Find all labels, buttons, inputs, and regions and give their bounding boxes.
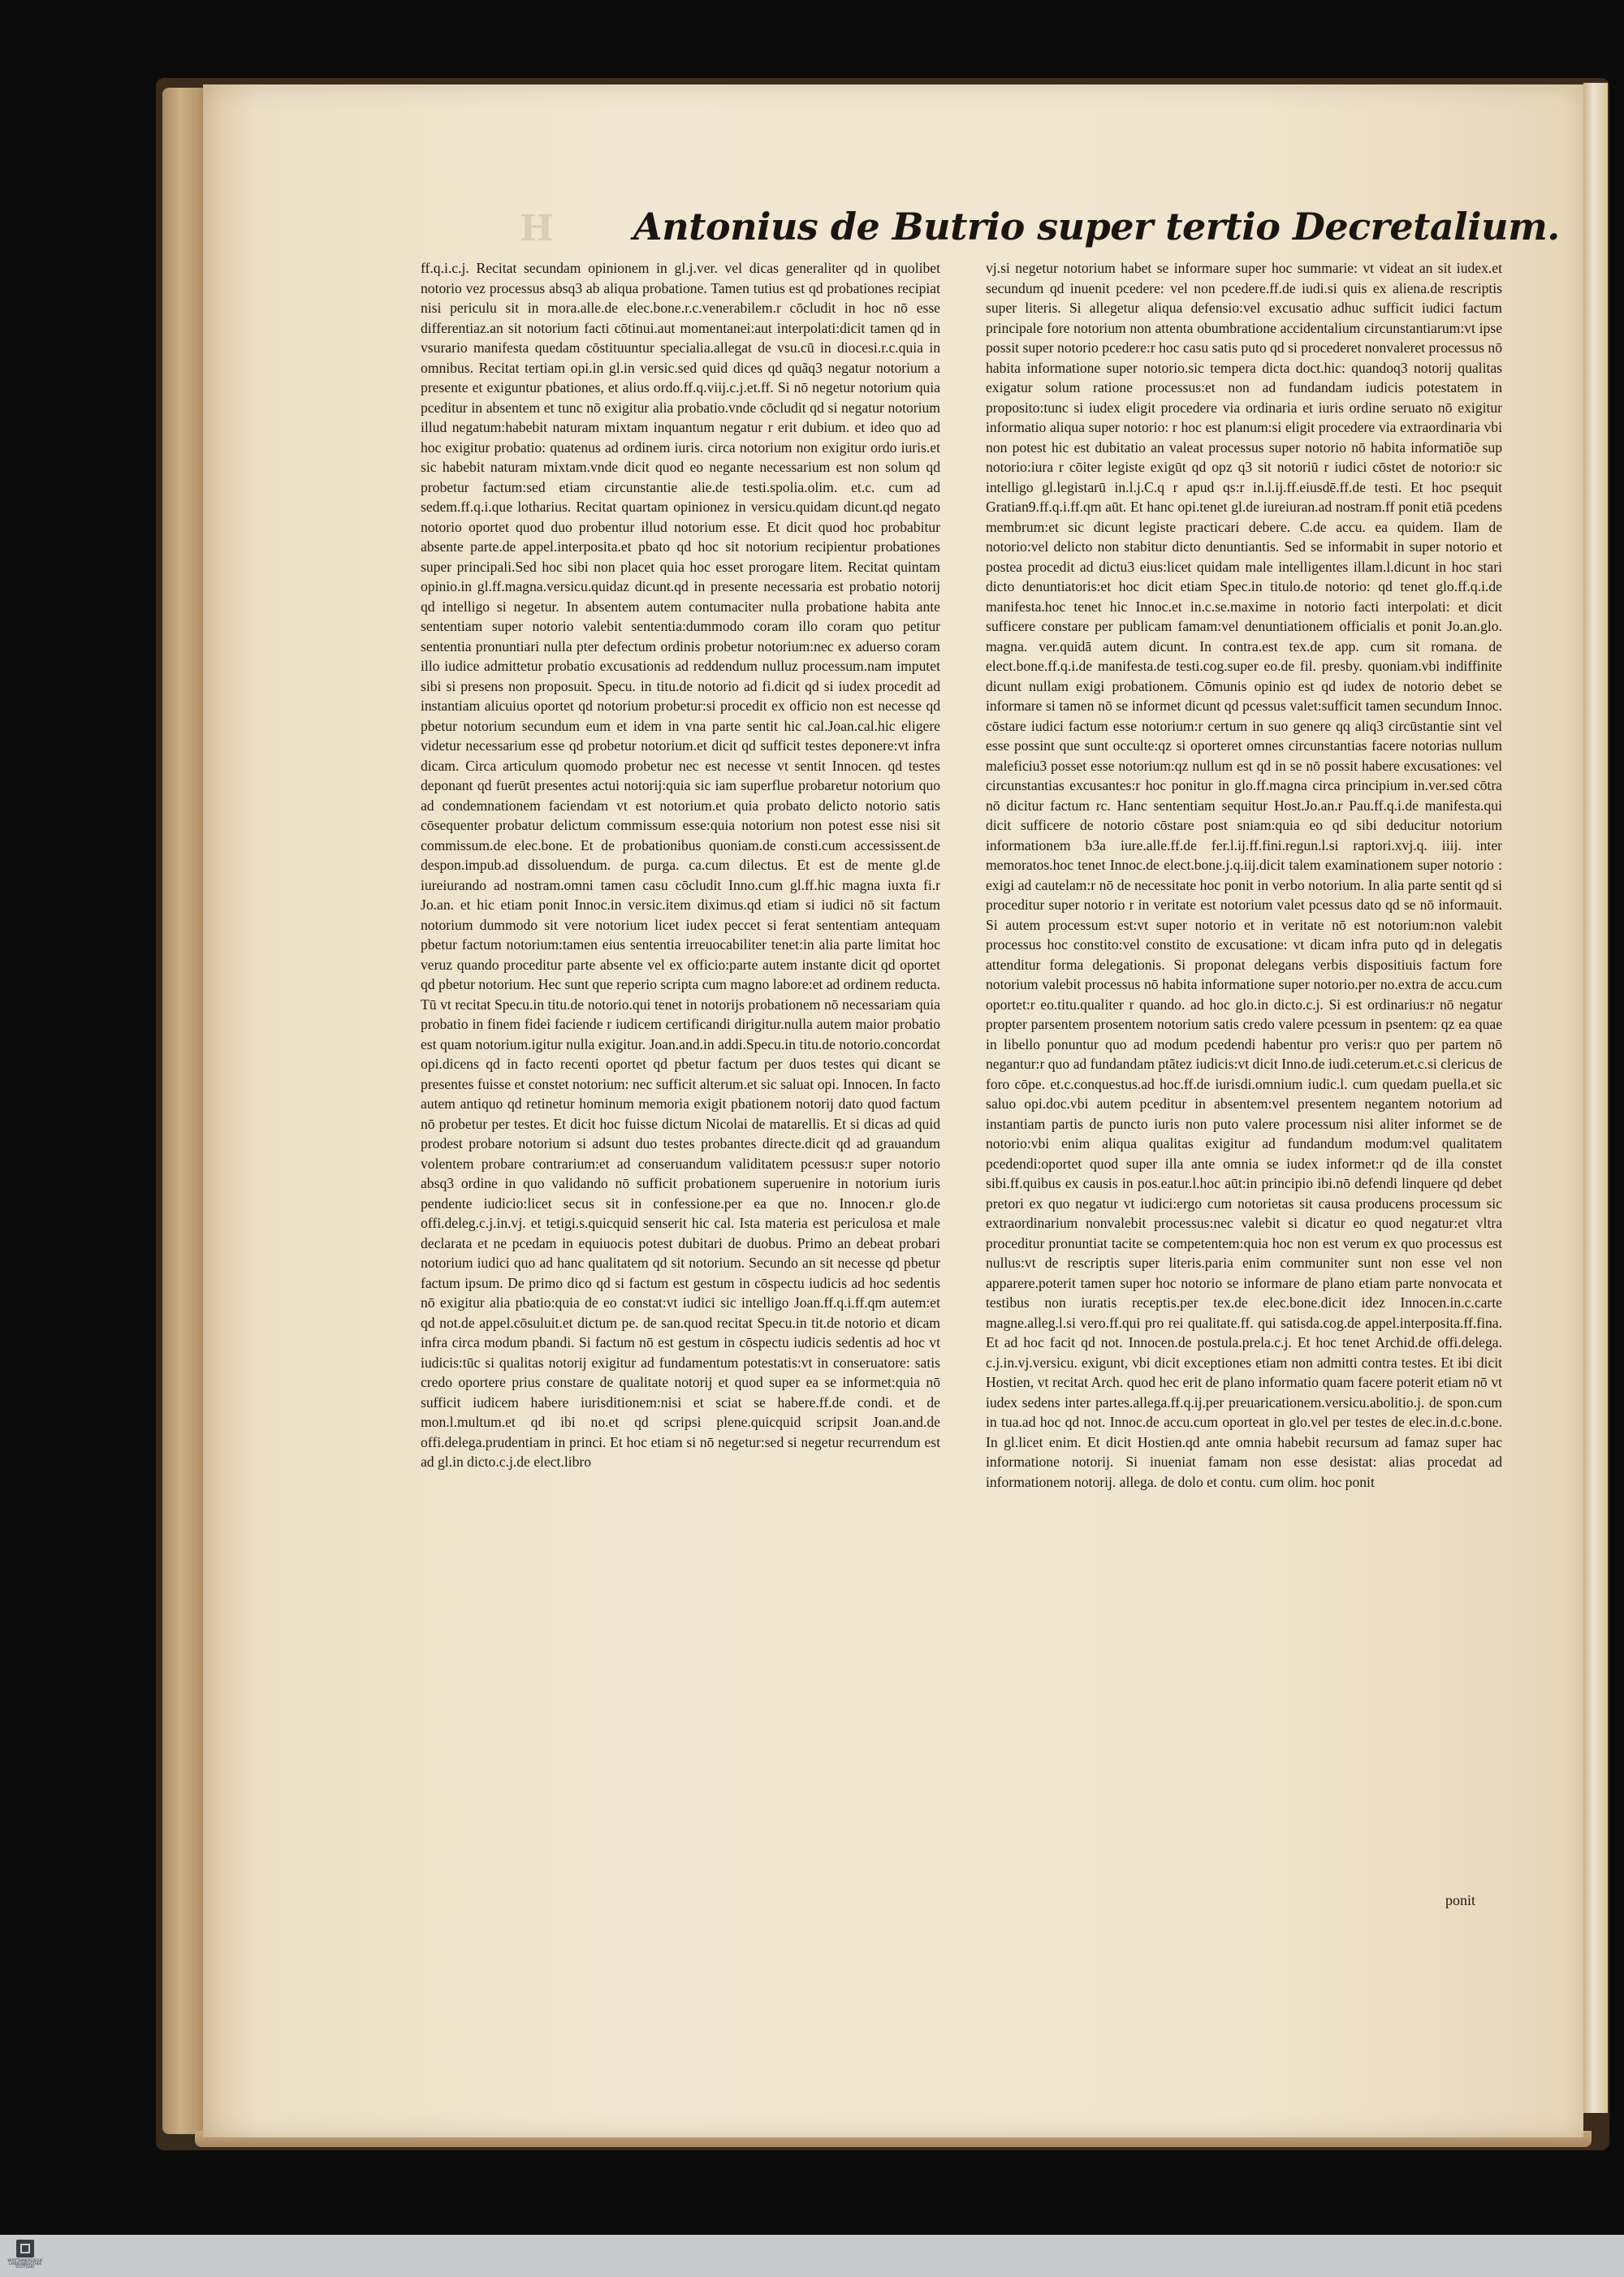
- running-head: Antonius de Butrio super tertio Decretalium.: [633, 205, 1560, 248]
- catchword: ponit: [1445, 1892, 1476, 1908]
- viewer-bottom-bar: [0, 2235, 1624, 2277]
- library-logo-icon: [16, 2240, 34, 2258]
- faded-stamp: H: [520, 208, 554, 249]
- book-page-edges-right: [1583, 83, 1608, 2113]
- library-logo-text: WÜRTTEMBERGISCHE LANDESBIBLIOTHEK STUTTGART: [7, 2258, 43, 2269]
- text-column-right: vj.si negetur notorium habet se informare super hoc summarie: vt videat an sit iudex.et secundum qd inuenit pcedere: vel non pcedere.ff.de iudi.si quis ex aliena.de rescriptis super literis. Si allegetur aliqua defensio:vel excusatio adhuc sufficit iudici factum principale fore notorium non attenta obumbratione accidentalium circunstantiarum:vt ipse possit super notorio pcedere:r hoc casu satis puto qd si procederet nonvaleret processus nō habita informatione super notorio.sic tempera dicta doct.hic: quandoq3 notorij qualitas exigatur solum ratione processus:et non ad fundandam iudicis potestatem in proposito:tunc si iudex eligit procedere via ordinaria et iuris ordine seruato nō exigitur informatio aliqua super notorio: r hoc est planum:si eligit procedere via extraordinaria vbi non potest hic est dubitatio an valeat processus super notorio nō habita informatiõe sup notorio:iura r cōiter legiste exigūt qd opz q3 sit notoriū r iudici cōstet de notorio:r sic intelligo gl.legistarū in.l.j.C.q r apud qs:r in.l.ij.ff.eiusdē.ff.de testi. Et hoc psequit Gratian9.ff.q.i.ff.qm aūt. Et hanc opi.tenet gl.de iureiuran.ad nostram.ff ponit etiā pcedens membrum:et sic dicunt legiste practicari debere. C.de accu. ea quidem. Ilam de notorio:vel delicto non stabitur dicto denuntiantis. Sed se informabit in super notorio et postea procedit ad dictu3 eius:licet quidam male intelligentes illam.l.dicunt in hoc stari dicto denuntiatoris:et hoc dicit etiam Spec.in titulo.de notorio: qd tenet glo.ff.q.i.de manifesta.hoc tenet hic Innoc.et in.c.se.maxime in notorio facti interpolati: et dicit sufficere constare per publicam famam:vel denuntiationem officialis et ponit Jo.an.glo. magna. ver.quidā autem dicunt. In contra.est tex.de app. cum sit romana. de elect.bone.ff.q.i.de manifesta.de testi.cog.super eo.de fil. presby. quoniam.vbi indiffinite dicunt nullam exigi probationem. Cōmunis opinio est qd iudex de notorio debet se informare si tamen nō se informet dicunt qd pcessus valet:sufficit tamen secundum Innoc. cōstare iudici factum esse notorium:r certum in suo genere qq aliq3 circūstantie sint vel esse possint que sunt occulte:qz si oporteret omnes circunstantias facere notorias nullum maleficiu3 posset esse notorium:qz nullum est qd in se nō possit habere excusationes: vel circunstantias excusantes:r hoc ponitur in glo.ff.magna circa principium in.ver.sed cōtra nō dicitur factum rc. Hanc sententiam sequitur Host.Jo.an.r Pau.ff.q.i.de manifesta.qui dicit sufficere de notorio cōstare post sniam:quia eo qd sibi deducitur notorium informationem b3a iure.alle.ff.de fer.l.ij.ff.fini.regun.l.si raptori.xvj.q. iiij. inter memoratos.hoc tenet Innoc.de elect.bone.j.q.iij.dicit talem examinationem super notorio : exigi ad cautelam:r nō de necessitate hoc ponit in verbo notorium. In alia parte sentit qd si proceditur super notorio r in veritate est notorium valet pcessus dato qd se nō informauit. Si autem processum est:vt super notorio et in veritate nō est notorium:non valebit processus hoc constito:vel constito de excusatione: vt dicam infra puto qd in delegatis attenditur forma delegationis. Si proponat delegans verbis dispositiuis factum fore notorium valebit processus nō habita informatione super notorio.per no.extra de accu.cum oportet:r eo.titu.qualiter r quando. ad hoc glo.in dicto.c.j. Si est ordinarius:r nō negatur propter parsentem prosentem notorium satis credo valere pcessum in psentem: qz ea quae in libello ponuntur quo ad modum pcedendi habentur pro veris:r quo per partem nō negantur:r quo ad fundandam ptãtez iudicis:vt dicit Inno.de iudi.ceterum.et.c.si clericus de foro cōpe. et.c.conquestus.ad hoc.ff.de iurisdi.omnium iudic.l. cum quedam puella.et sic saluo opi.doc.vbi autem pceditur in absentem:vel presentem negantem notorium ad instantiam partis de puncto iuris non puto valere processum nisi aliter informet se de notorio:vbi enim aliqua qualitas exigitur ad fundandum modum:vel qualitatem pcedendi:oportet quod super illa ante omnia se iudex informet:r qd de illa constet sibi.ff.quibus ex causis in pos.eatur.l.hoc aūt:in principio ibi.nō defendi linquere qd debet pretori ex quo negatur vt iudici:ergo cum notorietas sit causa producens processum sic extraordinarium nonvalebit processus:nec valebit si dicatur eo quod negatur:et vltra proceditur pronuntiat tacite se competentem:quia hoc non est verum ex quo processus est nullus:vt de rescriptis super literis.paria enim communiter sunt non esse vel non apparere.poterit tamen super hoc notorio se informare de plano etiam parte nonvocata et testibus non iuratis receptis.per tex.de elec.bone.dicit idez Innocen.in.c.carte magne.alleg.l.si vero.ff.qui pro rei qualitate.ff. qui satisda.cog.de appel.interposita.ff.fina. Et ad hoc facit qd not. Innocen.de postula.prela.c.j. Et hoc tenet Archid.de offi.delega. c.j.in.vj.versicu. exigunt, vbi dicit exceptiones etiam non admitti contra testes. Et ibi dicit Hostien, vt recitat Arch. quod hec erit de plano informatio quam facere poterit etiam nō vt iudex sedens inter partes.allega.ff.q.ij.per preuaricationem.versicu.abolitio.j. de spon.cum in tua.ad hoc qd not. Innoc.de accu.cum oporteat in glo.vel per testes de elec.in.d.c.bone. In gl.licet enim. Et dicit Hostien.qd ante omnia habebit recursum ad famaz super hac informatione notorij. Si inueniat famam non esse desistat: alias procedat ad informationem notorij. allega. de dolo et contu. cum olim. hoc ponit: [986, 260, 1502, 1490]
- library-logo[interactable]: [6, 2240, 44, 2272]
- text-column-left: ff.q.i.c.j. Recitat secundam opinionem in gl.j.ver. vel dicas generaliter qd in quolibet notorio vez processus absq3 ab aliqua probatione. Tamen tutius est qd probationes recipiat nisi periculu sit in mora.alle.de elec.bone.r.c.venerabilem.r cōcludit in hoc nō esse differentiaz.an sit notorium facti cōtinui.aut momentanei:aut interpolati:dicit tamen qd in vsurario manifesta quedam cōstituuntur specialia.allegat de vsu.cū in diocesi.r.c.quia in omnibus. Recitat tertiam opi.in gl.in versic.sed quid dices qd quãq3 negatur notorium a presente et exiguntur pbationes, et alius ordo.ff.q.viij.c.j.et.ff. Si nō negetur notorium quia pceditur in absentem et tunc nō exigitur alia probatio.vnde cōcludit qd si negatur notorium illud negatum:habebit naturam mixtam inquantum negatur r erit dubium. et ideo quo ad hoc exigitur probatio: quatenus ad ordinem iuris. circa notorium non exigitur ordo iuris.et sic habebit naturam mixtam.vnde dicit quod eo negante necessarium est non solum qd probetur factum:sed etiam circunstantie alie.de testi.spolia.olim. et.c. cum ad sedem.ff.q.i.que lotharius. Recitat quartam opinionez in versicu.quidam dicunt.qd negato notorio oportet quod duo probentur illud notorium esse. Et dicit quod hoc probabitur absente parte.de appel.interposita.et pbato qd hoc sit notorium recipientur probationes super principali.Sed hoc sibi non placet quia hoc esset prorogare litem. Recitat quintam opinio.in gl.ff.magna.versicu.quidaz dicunt.qd in presente necessaria est probatio notorij qd intelligo si negetur. In absentem autem contumaciter nulla probatione habita ante sententiam super notorio valebit sententia:dummodo coram illo coram quo petitur sententia pronuntiari nulla pter defectum ordinis probetur notorium:nec ex aduerso coram illo iudice admittetur probatio excusationis ad reddendum nulluz processum.nam imputet sibi si presens non proposuit. Specu. in titu.de notorio ad fi.dicit qd si iudex procedit ad instantiam alicuius oportet qd notorium probetur:si procedit ex officio non est necesse qd pbetur notorium secundum eum et idem in vna parte sentit hic cal.Joan.cal.hic eligere videtur necessarium esse qd probetur notorium.et dicit qd sufficit testes deponere:vt infra dicam. Circa articulum quomodo probetur nec est necesse vt sentit Innocen. qd testes deponant qd fuerūt presentes actui notorij:quia sic iam superflue probaretur notorium quo ad condemnationem faciendam vt est notorium.et quia probato delicto notorio satis cōsequenter probatur delictum commissum esse:quia notorium non potest esse nisi sit commissum.de elec.bone. Et de probationibus quoniam.de consti.cum accessissent.de despon.impub.ad dissoluendum. de purga. ca.cum dilectus. Et est de mente gl.de iureiurando ad nostram.omni tamen casu cōcludit Inno.cum gl.ff.hic magna iuxta fi.r Jo.an. et hic etiam ponit Innoc.in versic.item diximus.qd etiam si iudici nō sit factum notorium dummodo sit vere notorium licet iudex peccet si ferat sententiam antequam pbetur factum notorium:tamen eius sententia irreuocabiliter tenet:in alia parte limitat hoc veruz quando proceditur parte absente vel ex officio:parte autem instante dicit qd oportet qd pbetur notorium. Hec sunt que reperio scripta cum magno labore:et ad ordinem reducta. Tū vt recitat Specu.in titu.de notorio.qui tenet in notorijs probationem nō necessariam quia probatio in finem fidei faciende r iudicem certificandi dirigitur.nulla autem maior probatio est quam notorium.igitur nulla exigitur. Joan.and.in addi.Specu.in titu.de notorio.concordat opi.dicens qd in facto recenti oportet qd pbetur factum per duos testes qui dicant se presentes fuisse et constet notorium: nec sufficit alterum.et sic saluat opi. Innocen. In facto autem antiquo qd retinetur hominum memoria exigit pbationem notorij dato quod factum nō probetur per testes. Et dicit hoc fuisse dictum Nicolai de matarellis. Et si dicas ad quid prodest probare notorium si adsunt duo testes probantes directe.dicit qd ad grauandum volentem probare contrarium:et ad conseruandum validitatem pcessus:r super notorio absq3 ordine in quo validando nō sufficit probationem superuenire in notorium iuris pendente iudicio:licet secus sit in confessione.per ea que no. Innocen.r glo.de offi.deleg.c.j.in.vj. et tetigi.s.quicquid senserit hic cal. Ista materia est periculosa et male declarata et ne pcedam in equiuocis potest dubitari de duobus. Primo an debeat probari notorium iudici quo ad hanc qualitatem qd sit notorium. Secundo an sit necesse qd pbetur factum ipsum. De primo dico qd si factum est gestum in cōspectu iudicis ad hoc sedentis nō exigitur alia pbatio:quia de eo constat:vt iudici sic intelligo Joan.ff.q.i.ff.qm autem:et qd not.de appel.cōsuluit.et dictum pe. de san.quod recitat Specu.in tit.de notorio et dicam infra circa modum pbandi. Si factum nō est gestum in cōspectu iudicis sedentis ad hoc vt iudicis:tūc si qualitas notorij exigitur ad fundamentum potestatis:vt in conseruatore: satis credo oportere prius constare de qualitate notorij et quod super ea se informet:quia nō sufficit iudicem habere iurisditionem:nisi et sciat se habere.ff.de condi. et de mon.l.multum.et qd ibi no.et qd scripsi plene.quicquid scripsit Joan.and.de offi.delega.prudentiam in princi. Et hoc etiam si nō negetur:sed si negetur recurrendum est ad gl.in dicto.c.j.de elect.libro: [421, 260, 940, 1470]
